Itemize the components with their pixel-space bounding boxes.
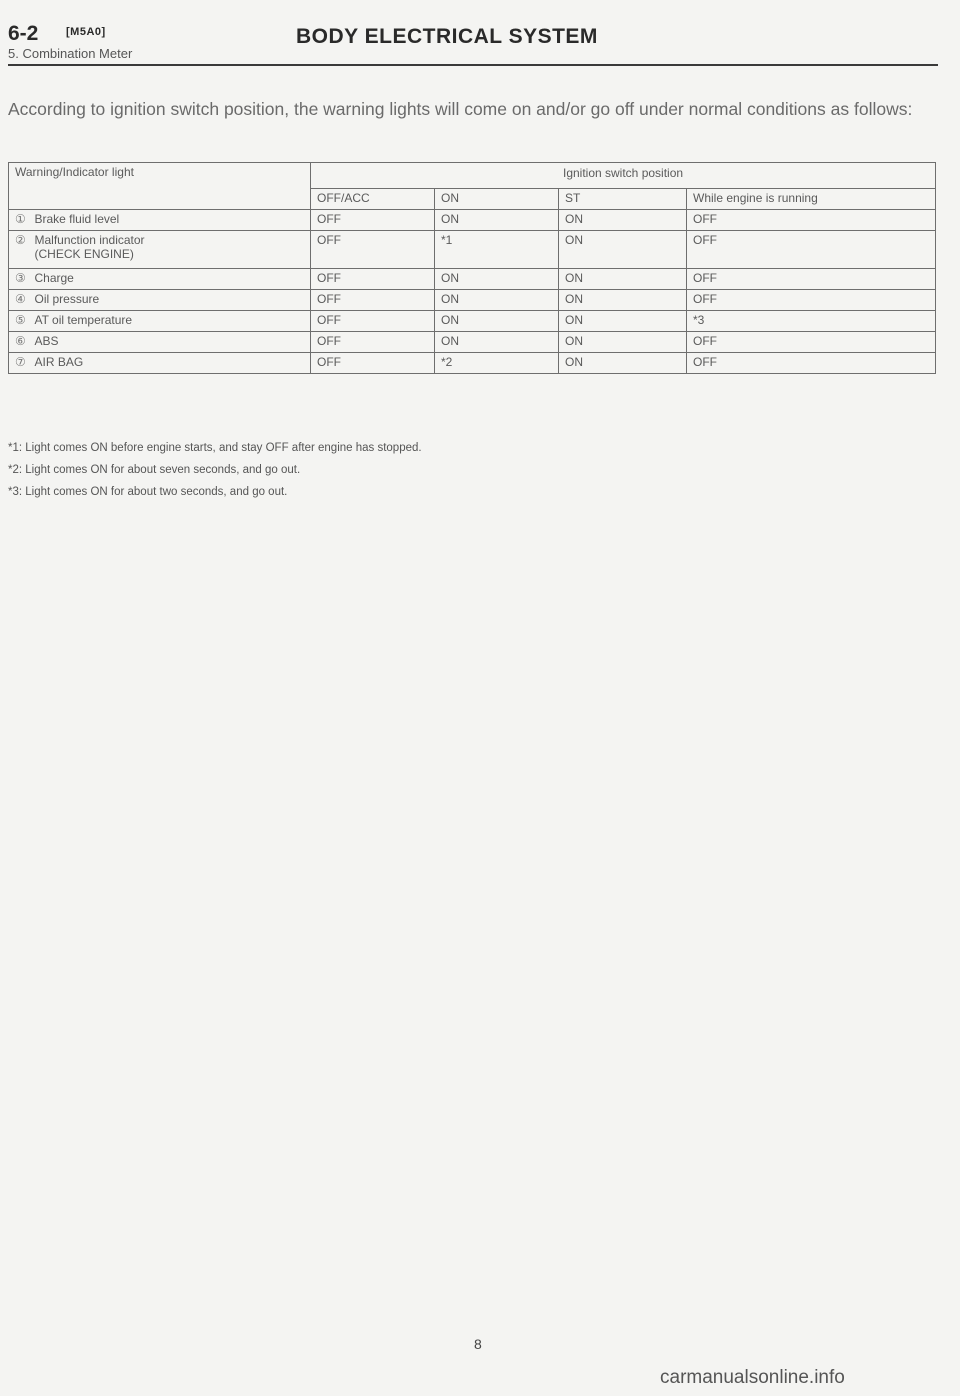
cell-value: *2 xyxy=(435,353,559,374)
row-label: Malfunction indicator (CHECK ENGINE) xyxy=(31,231,311,269)
watermark-text: carmanualsonline.info xyxy=(660,1367,845,1388)
footnote: *3: Light comes ON for about two seconds, and go out. xyxy=(8,486,288,498)
header-position: ON xyxy=(435,189,559,210)
cell-value: OFF xyxy=(311,269,435,290)
table-row xyxy=(9,332,936,353)
cell-value: OFF xyxy=(311,332,435,353)
table-row xyxy=(9,210,936,231)
cell-value: OFF xyxy=(687,231,936,269)
cell-value: ON xyxy=(559,210,687,231)
table-row xyxy=(9,311,936,332)
page-title: BODY ELECTRICAL SYSTEM xyxy=(296,25,598,48)
row-label: Brake fluid level xyxy=(31,210,311,231)
cell-value: ON xyxy=(435,311,559,332)
page-number: 6-2 xyxy=(8,22,39,45)
cell-value: ON xyxy=(559,290,687,311)
cell-value: ON xyxy=(435,269,559,290)
row-label: AT oil temperature xyxy=(31,311,311,332)
cell-value: ON xyxy=(559,332,687,353)
header-position: ST xyxy=(559,189,687,210)
table-row xyxy=(9,353,936,374)
row-number: ⑥ xyxy=(9,332,31,353)
warning-lights-table xyxy=(8,162,936,374)
intro-text: According to ignition switch position, the warning lights will come on and/or go off under normal conditions as follows: xyxy=(8,99,913,119)
header-position: OFF/ACC xyxy=(311,189,435,210)
cell-value: OFF xyxy=(687,210,936,231)
table-row xyxy=(9,290,936,311)
cell-value: OFF xyxy=(311,231,435,269)
row-number: ⑦ xyxy=(9,353,31,374)
cell-value: ON xyxy=(559,353,687,374)
cell-value: *1 xyxy=(435,231,559,269)
row-label: Charge xyxy=(31,269,311,290)
cell-value: OFF xyxy=(687,353,936,374)
row-label: Oil pressure xyxy=(31,290,311,311)
footer-page-number: 8 xyxy=(474,1336,482,1352)
footnotes xyxy=(8,437,938,503)
footnote: *1: Light comes ON before engine starts, and stay OFF after engine has stopped. xyxy=(8,442,422,454)
row-number: ① xyxy=(9,210,31,231)
section-name: 5. Combination Meter xyxy=(8,46,133,61)
header-rule xyxy=(8,64,938,66)
cell-value: ON xyxy=(559,231,687,269)
table-row xyxy=(9,269,936,290)
cell-value: ON xyxy=(559,269,687,290)
cell-value: OFF xyxy=(311,290,435,311)
footnote: *2: Light comes ON for about seven seconds, and go out. xyxy=(8,464,301,476)
table-row xyxy=(9,231,936,269)
cell-value: OFF xyxy=(687,269,936,290)
page-header xyxy=(8,22,938,66)
cell-value: *3 xyxy=(687,311,936,332)
header-warning-light: Warning/Indicator light xyxy=(9,163,311,210)
cell-value: OFF xyxy=(687,290,936,311)
row-number: ⑤ xyxy=(9,311,31,332)
cell-value: OFF xyxy=(687,332,936,353)
cell-value: ON xyxy=(435,332,559,353)
cell-value: ON xyxy=(435,290,559,311)
row-label: AIR BAG xyxy=(31,353,311,374)
header-ignition-position: Ignition switch position xyxy=(311,163,936,189)
row-number: ③ xyxy=(9,269,31,290)
cell-value: OFF xyxy=(311,311,435,332)
row-label: ABS xyxy=(31,332,311,353)
cell-value: ON xyxy=(435,210,559,231)
cell-value: OFF xyxy=(311,210,435,231)
header-position: While engine is running xyxy=(687,189,936,210)
row-number: ④ xyxy=(9,290,31,311)
page-code: [M5A0] xyxy=(66,26,106,38)
cell-value: OFF xyxy=(311,353,435,374)
cell-value: ON xyxy=(559,311,687,332)
row-number: ② xyxy=(9,231,31,269)
